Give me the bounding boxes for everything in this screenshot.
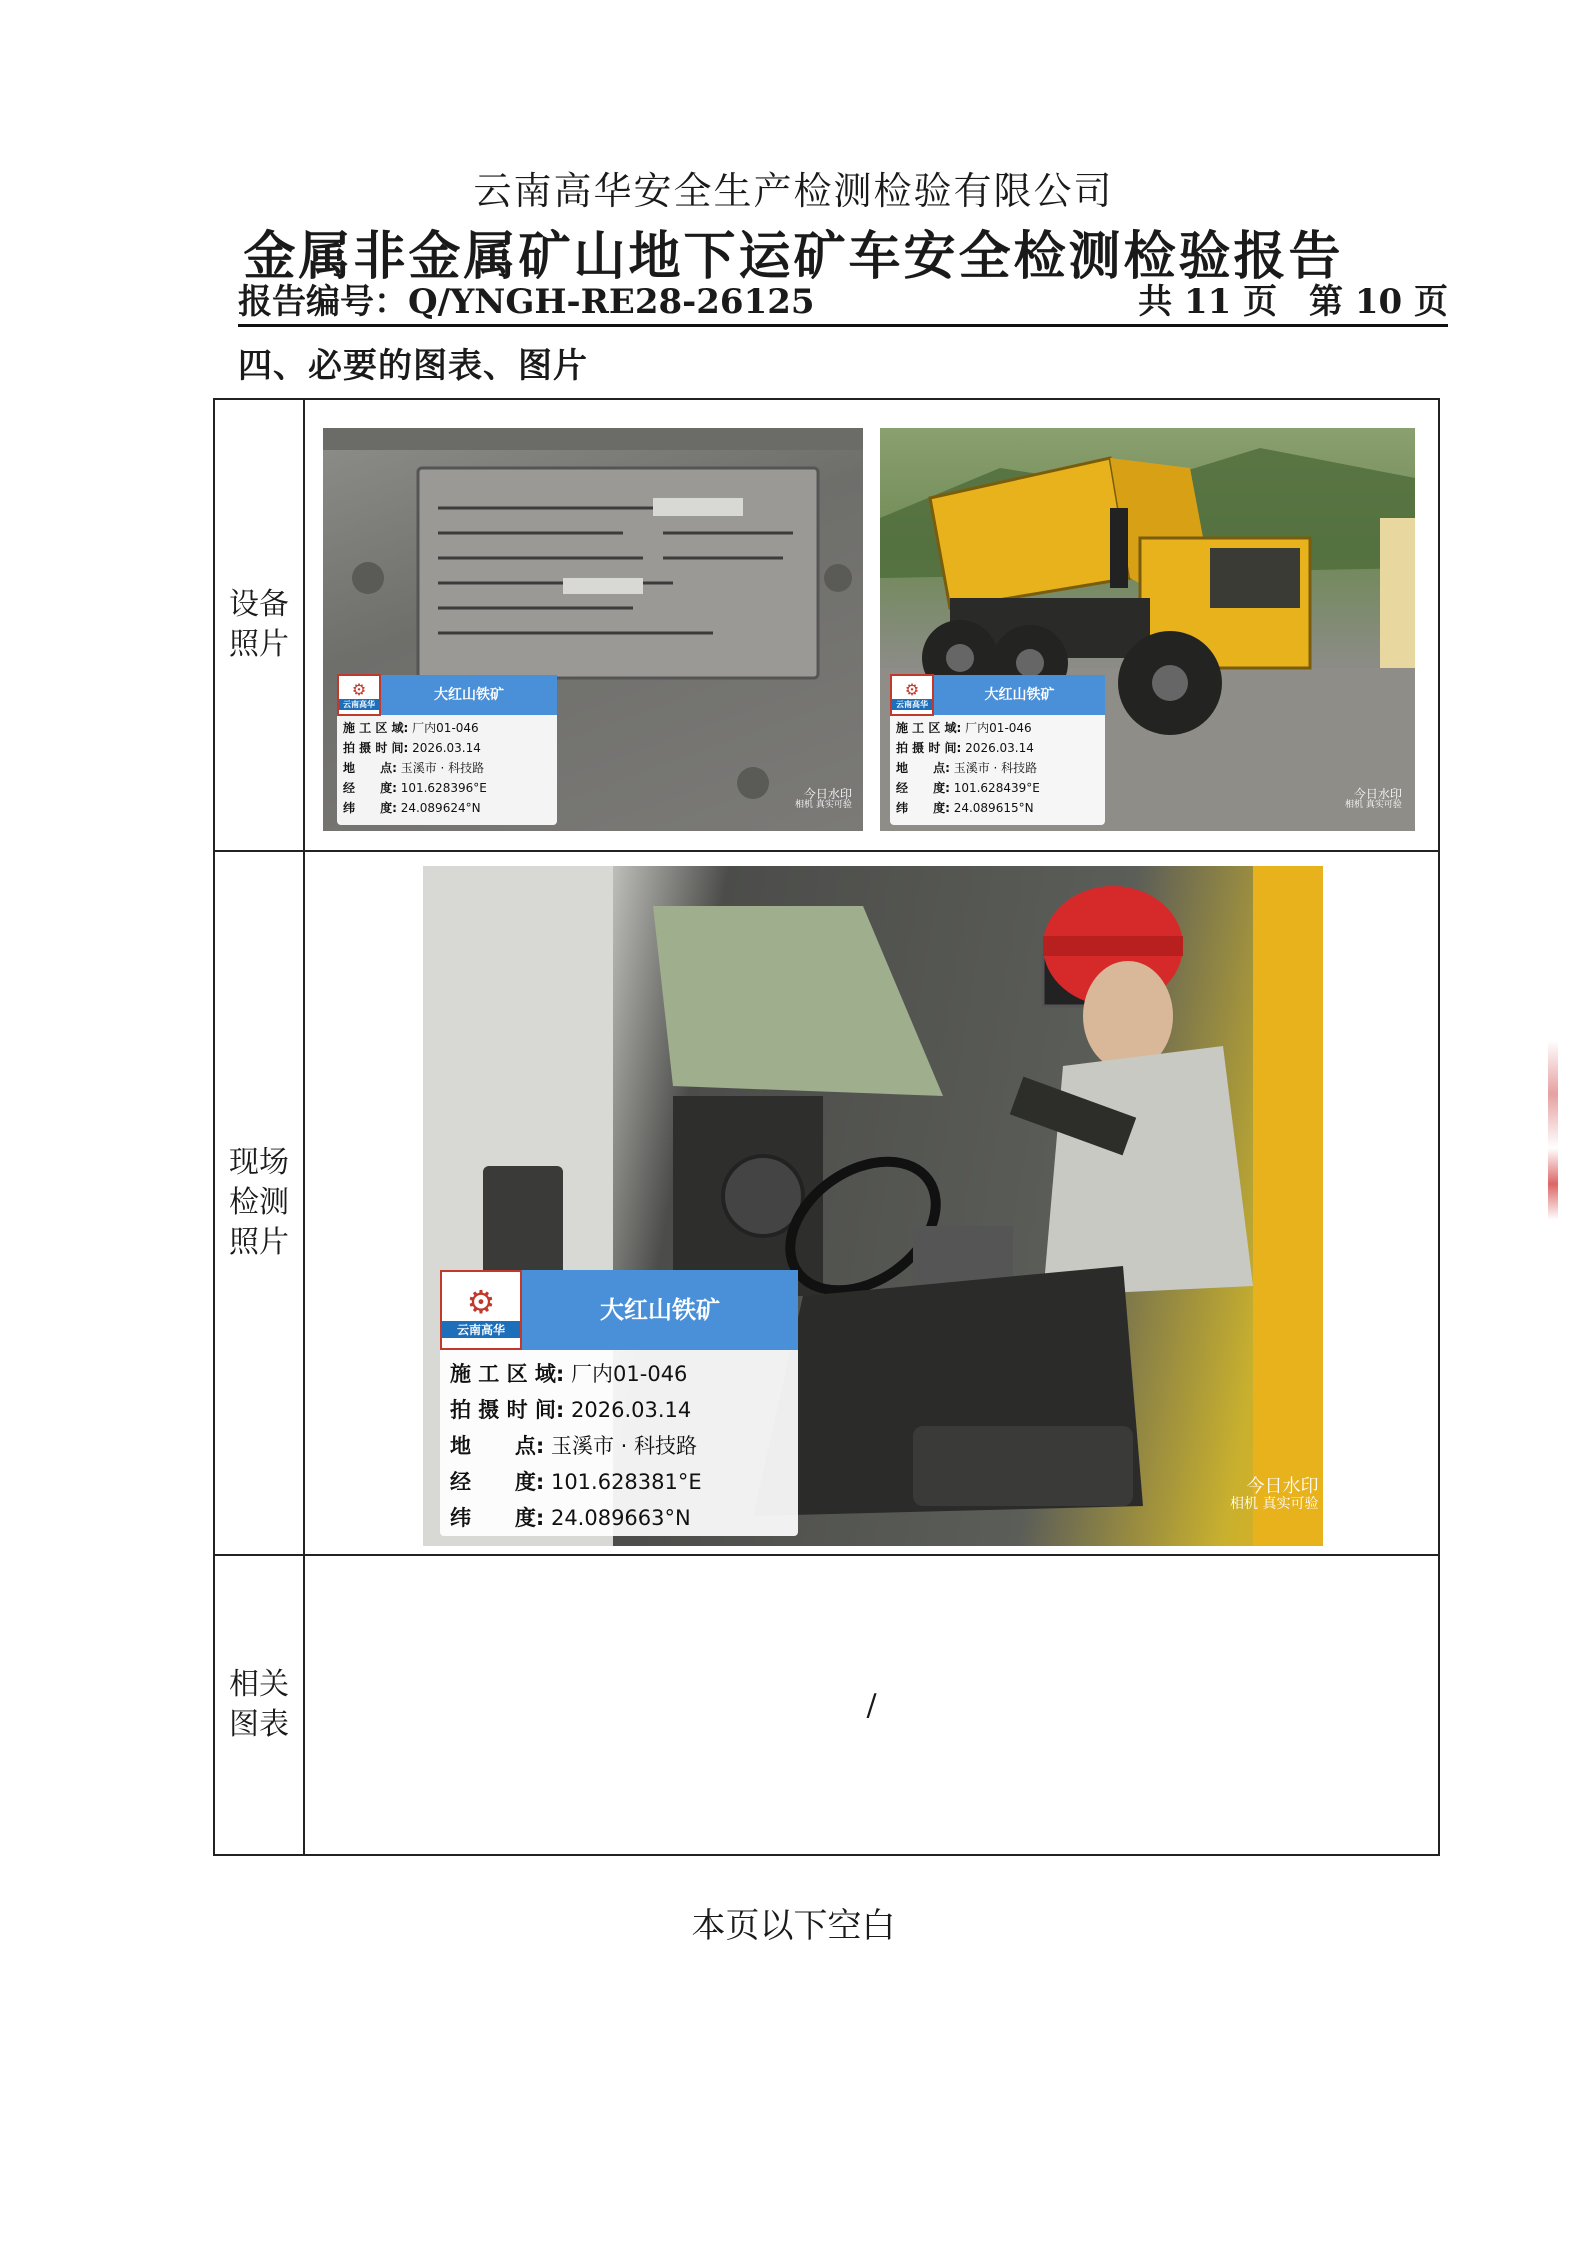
- mine-name: 大红山铁矿: [934, 675, 1105, 715]
- blank-below-note: 本页以下空白: [691, 1906, 896, 1946]
- report-meta: [238, 274, 1448, 327]
- wm-field: 经 度: 101.628381°E: [450, 1470, 702, 1494]
- company-name: 云南高华安全生产检测检验有限公司: [473, 169, 1114, 213]
- report-number: 报告编号：Q/YNGH-RE28-26125: [238, 282, 815, 322]
- wm-field: 地 点: 玉溪市 · 科技路: [450, 1434, 697, 1458]
- inspection-photo-label: 现场 检测 照片: [214, 851, 304, 1555]
- equipment-photo-label: 设备 照片: [214, 399, 304, 851]
- company-logo-icon: ⚙ 云南高华: [440, 1270, 522, 1350]
- watermark-card-1: [337, 675, 557, 825]
- page-info: [1118, 274, 1448, 323]
- equipment-photo-cell: [304, 399, 1439, 851]
- section-heading: 四、必要的图表、图片: [238, 346, 588, 386]
- camera-stamp: 今日水印 相机 真实可验: [795, 787, 852, 811]
- wm-field: 地 点: 玉溪市 · 科技路: [343, 761, 485, 775]
- camera-stamp: 今日水印 相机 真实可验: [1345, 787, 1402, 811]
- wm-field: 地 点: 玉溪市 · 科技路: [896, 761, 1038, 775]
- inspection-photo-cell: [304, 851, 1439, 1555]
- mine-name: 大红山铁矿: [522, 1270, 798, 1350]
- wm-field: 拍 摄 时 间: 2026.03.14: [896, 741, 1034, 755]
- wm-field: 施 工 区 域: 厂内01-046: [896, 721, 1032, 735]
- watermark-card-2: [890, 675, 1105, 825]
- company-logo-icon: ⚙ 云南高华: [890, 674, 934, 716]
- wm-field: 拍 摄 时 间: 2026.03.14: [450, 1398, 692, 1422]
- total-pages: 共 11 页: [1138, 282, 1278, 322]
- wm-field: 施 工 区 域: 厂内01-046: [450, 1362, 688, 1386]
- mine-name: 大红山铁矿: [381, 675, 557, 715]
- charts-cell: [304, 1555, 1439, 1855]
- wm-field: 纬 度: 24.089624°N: [343, 801, 481, 815]
- charts-label: 相关 图表: [214, 1555, 304, 1855]
- page-number: 第 10 页: [1309, 282, 1448, 322]
- company-logo-icon: ⚙ 云南高华: [337, 674, 381, 716]
- report-title: 金属非金属矿山地下运矿车安全检测检验报告: [243, 226, 1344, 287]
- watermark-card-3: [440, 1270, 798, 1536]
- wm-field: 施 工 区 域: 厂内01-046: [343, 721, 479, 735]
- wm-field: 纬 度: 24.089615°N: [896, 801, 1034, 815]
- wm-field: 拍 摄 时 间: 2026.03.14: [343, 741, 481, 755]
- wm-field: 纬 度: 24.089663°N: [450, 1506, 691, 1530]
- empty-slash: /: [866, 1687, 877, 1723]
- wm-field: 经 度: 101.628396°E: [343, 781, 487, 795]
- wm-field: 经 度: 101.628439°E: [896, 781, 1040, 795]
- figures-table: [213, 398, 1440, 1856]
- camera-stamp: 今日水印 相机 真实可验: [1230, 1476, 1319, 1512]
- seal-edge-mark: [1548, 1040, 1558, 1220]
